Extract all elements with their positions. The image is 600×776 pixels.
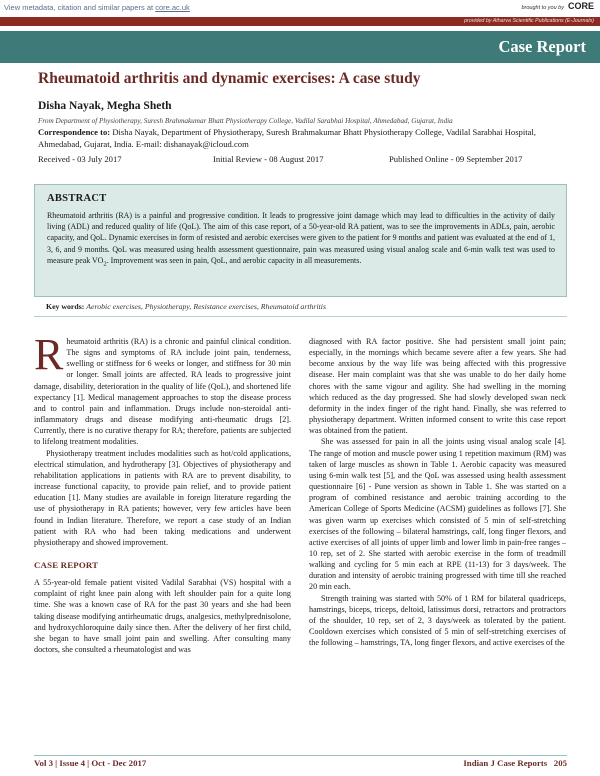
received-date: Received - 03 July 2017 [38,154,122,164]
footer-volume: Vol 3 | Issue 4 | Oct - Dec 2017 [34,758,147,768]
keywords [46,302,326,311]
body-column-left [34,330,291,655]
keywords-label: Key words: [46,302,85,311]
abstract-body: Rheumatoid arthritis (RA) is a painful and progressive condition. It leads to progressive joint damage which may lead to difficulties in the activity of daily living (ADL) and reduced quality of life (QoL). The aim of this case report, of a 50-year-old RA patient, was to see the improvements in ADLs, pain, aerobic capacity, and QoL. Dynamic exercises in form of resisted and aerobic exercises were given to the patient for 9 months and patient was evaluated at the end of 1, 3, 6, and 9 months. QoL was measured using health assessment questionnaire, pain was measured using visual analog scale and 6-min walk test was used to measure peak $VO_2$. Improvement was seen in pain, QoL, and aerobic capacity in all measurements. [47,211,555,268]
provided-by-strip [0,17,600,26]
correspondence-label: Correspondence to: [38,127,111,137]
provided-by-text: provided by Atharva Scientific Publications (E-Journals) [464,18,594,24]
core-logo[interactable]: CORE [567,1,594,11]
keywords-divider [34,316,567,317]
article-dates [38,154,564,166]
vo2-subscript: 2 [103,260,107,268]
banner-label: Case Report [498,37,586,56]
core-brought-by: brought to you by [521,5,564,11]
correspondence-text: Disha Nayak, Department of Physiotherapy, Suresh Brahmakumar Bhatt Physiotherapy College, Vadilal Sarabhai Hospital, Ahmedabad, Gujarat, India. E-mail: dishanayak@icloud.com [38,127,536,149]
correspondence [38,127,568,150]
case-paragraph-3: She was assessed for pain in all the joints using visual analog scale [4]. The range of motion and muscle power using 1 repetition maximum (RM) was taken of large muscles as shown in Table 1. Aerobic capacity was measured using 6-min walk test [5], and the QoL was assessed using health assessment questionnaire [6] - Pune version as shown in Table 1. She was started on a program of combined resistance and aerobic training according to the American College of Sports Medicine (ACSM) guidelines as follows [7]. She was given warm up exercises which consisted of 5 min of self-stretching exercises of the following – bilateral hamstrings, calf, long finger flexors, and active exercises of all joints of upper limb and lower limb in pain-free ranges – 10 rep, set of 2. She started with aerobic exercise in the form of treadmill walking and cycling for 5 min each at RPE (11-13) for 3 days/week. The duration and intensity of aerobic training progressed with time till she reached 20 min each. [309,437,566,592]
section-banner [0,31,600,63]
case-paragraph-2: diagnosed with RA factor positive. She had persistent small joint pain; especially, in the mornings which became severe after a few years. She had become anxious by the way life was being affected with this progressive disease. Her main complaint was that she was unable to do her daily home chores with the same vigour and agility. She had swelling in the morning which reduced as the day progressed. She had slowly developed swan neck deformity in the index finger of the right hand. Finally, she was referred to physiotherapy department. Written informed consent to write this case report was obtained from the patient. [309,337,566,436]
published-date: Published Online - 09 September 2017 [389,154,523,164]
abstract-heading: ABSTRACT [47,193,107,204]
keywords-list: Aerobic exercises, Physiotherapy, Resistance exercises, Rheumatoid arthritis [86,302,326,311]
case-paragraph-4: Strength training was started with 50% of 1 RM for bilateral quadriceps, hamstrings, biceps, triceps, deltoid, latissimus dorsi, retractors and protractors of the shoulder, 10 rep, set of 2, 3 days/week as tolerated by the patient. Cooldown exercises which consisted of 5 min of self-stretching exercises of the following – hamstrings, TA, long finger flexors, and active exercises of the [309,593,566,648]
review-date: Initial Review - 08 August 2017 [213,154,324,164]
core-link-text[interactable]: core.ac.uk [155,3,190,12]
case-report-heading: CASE REPORT [34,559,99,570]
intro-paragraph-1: Rheumatoid arthritis (RA) is a chronic and painful clinical condition. The signs and symptoms of RA include joint pain, tenderness, swelling or stiffness for 6 weeks or longer, and stiffness for 30 min or longer. Small joints are affected. RA leads to progressive joint damage, disability, deterioration in the quality of life (QoL), and shortened life expectancy [1]. Medical management approaches to stop the disease process and to control pain and inflammation. Drugs include non-steroidal anti-inflammatory drugs and disease modifying anti-rheumatic drugs [2]. Currently, there is no curative therapy for RA; therefore, patients are subjected to lifelong treatment modalities. [34,330,291,447]
core-bar [0,0,600,18]
abstract-box [34,184,567,297]
affiliation: From Department of Physiotherapy, Suresh Brahmakumar Bhatt Physiotherapy College, Vadilal Sarabhai Hospital, Ahmedabad, Gujarat, India [38,117,453,125]
body-column-right [309,336,566,648]
intro-paragraph-2: Physiotherapy treatment includes modalities such as hot/cold applications, electrical stimulation, and hydrotherapy [3]. Objectives of physiotherapy and rehabilitation applications in patients with RA are to prevent disability, to increase functional capacity, to provide pain relief, and to provide patient education [1]. Many studies are available in foreign literature regarding the use of physiotherapy in RA patients; however, very few articles have been found in Indian literature. Therefore, we report a case study of an Indian patient with RA who had been taking medications and underwent physiotherapy and showed improvement. [34,448,291,547]
footer-journal-page: Indian J Case Reports 205 [463,758,567,768]
drop-cap: R [34,330,64,379]
footer-divider [34,755,567,756]
case-paragraph-1: A 55-year-old female patient visited Vadilal Sarabhai (VS) hospital with a complaint of right knee pain along with left shoulder pain for a quite long time. She was a known case of RA for the past 30 years and she had been taking disease modifying antirheumatic drugs, analgesics, methylprednisolone, and hydroxychloroquine daily since then. After the delivery of her first child, she began to have small joint pain and swelling. After consulting many doctors, she consulted a rheumatologist and was [34,578,291,655]
core-metadata-link[interactable]: View metadata, citation and similar papers at core.ac.uk [4,3,190,12]
author-list: Disha Nayak, Megha Sheth [38,100,172,112]
article-title: Rheumatoid arthritis and dynamic exercises: A case study [38,70,421,87]
